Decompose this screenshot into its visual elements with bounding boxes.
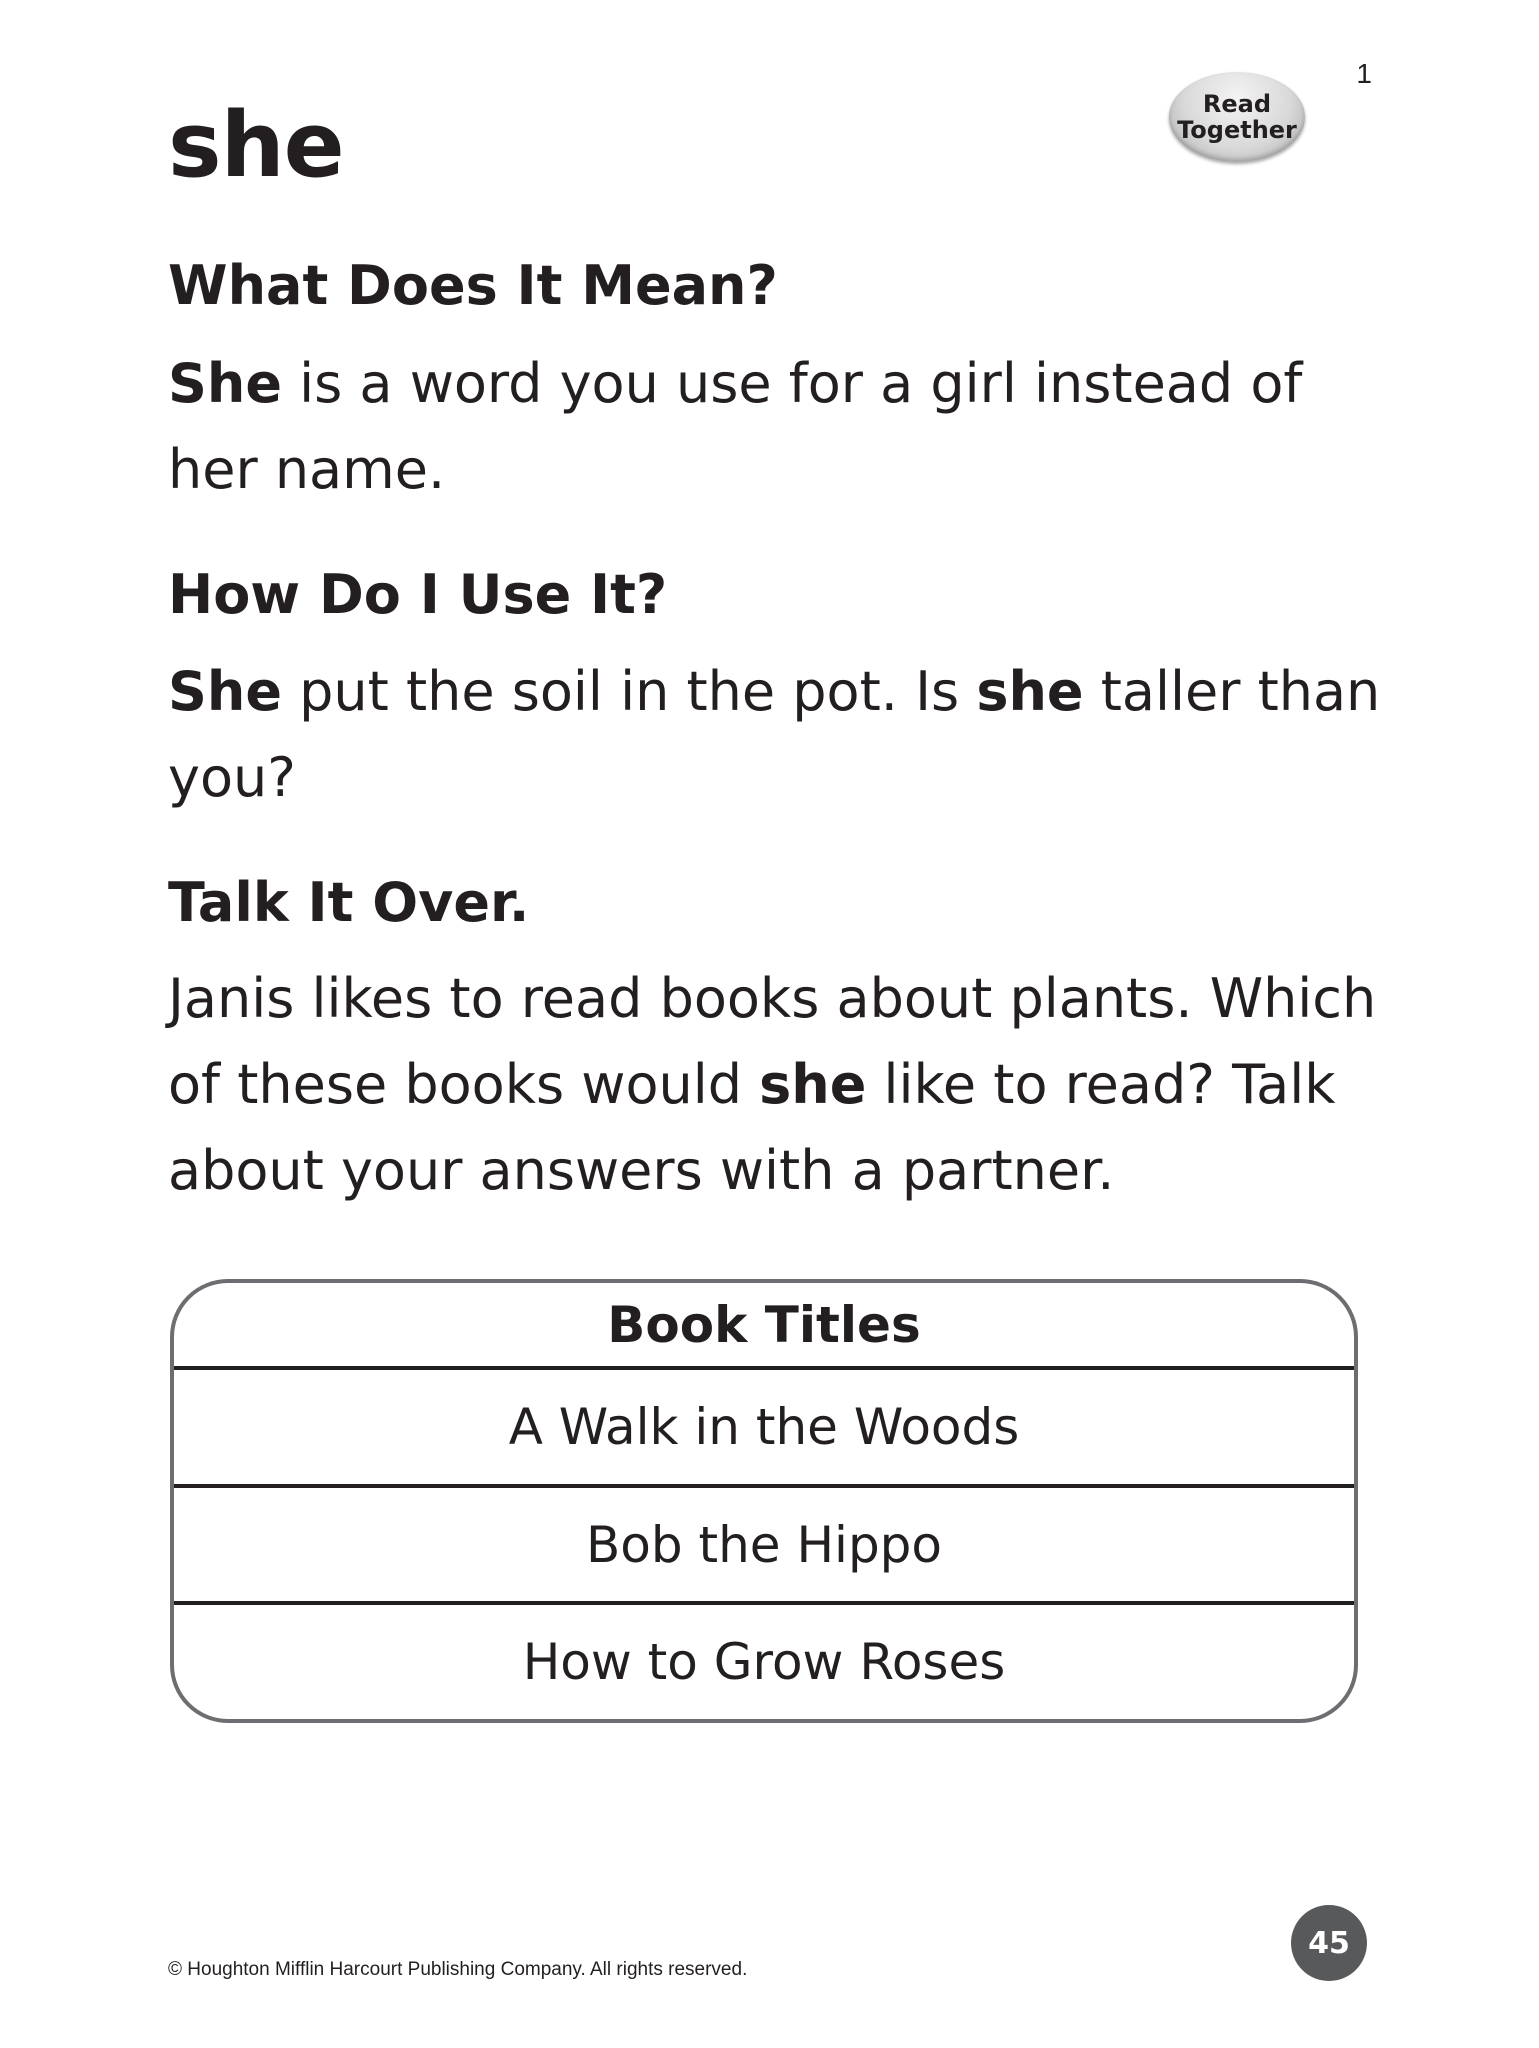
meaning-body: is a word you use for a girl instead of her name.	[168, 352, 1303, 501]
read-together-badge	[1169, 72, 1305, 162]
usage-body-1: put the soil in the pot. Is	[281, 660, 977, 723]
book-titles-table	[170, 1279, 1358, 1723]
talk-body-2: like to read? Talk about your answers with a partner.	[168, 1053, 1336, 1202]
talk-bold-word: she	[759, 1053, 867, 1116]
read-together-label: Read Together	[1177, 90, 1297, 144]
talk-heading: Talk It Over.	[168, 871, 530, 934]
talk-body-1: Janis likes to read books about plants. Which of these books would	[168, 967, 1377, 1116]
meaning-bold-word: She	[168, 352, 282, 415]
word-title: she	[168, 93, 344, 198]
page-number-badge: 45	[1291, 1905, 1367, 1981]
table-header: Book Titles	[174, 1283, 1354, 1370]
table-row: How to Grow Roses	[522, 1633, 1006, 1692]
copyright-notice: © Houghton Mifflin Harcourt Publishing Company. All rights reserved.	[168, 1959, 748, 1980]
usage-heading: How Do I Use It?	[168, 563, 668, 626]
corner-number: 1	[1356, 58, 1372, 89]
usage-bold-word-2: she	[976, 660, 1084, 723]
usage-body-2: taller than you?	[168, 660, 1381, 809]
table-row: Bob the Hippo	[174, 1488, 1354, 1606]
meaning-text	[168, 341, 1398, 513]
usage-bold-word-1: She	[168, 660, 282, 723]
table-row: A Walk in the Woods	[174, 1370, 1354, 1488]
talk-text	[168, 956, 1398, 1214]
usage-text	[168, 649, 1398, 821]
meaning-heading: What Does It Mean?	[168, 254, 778, 317]
